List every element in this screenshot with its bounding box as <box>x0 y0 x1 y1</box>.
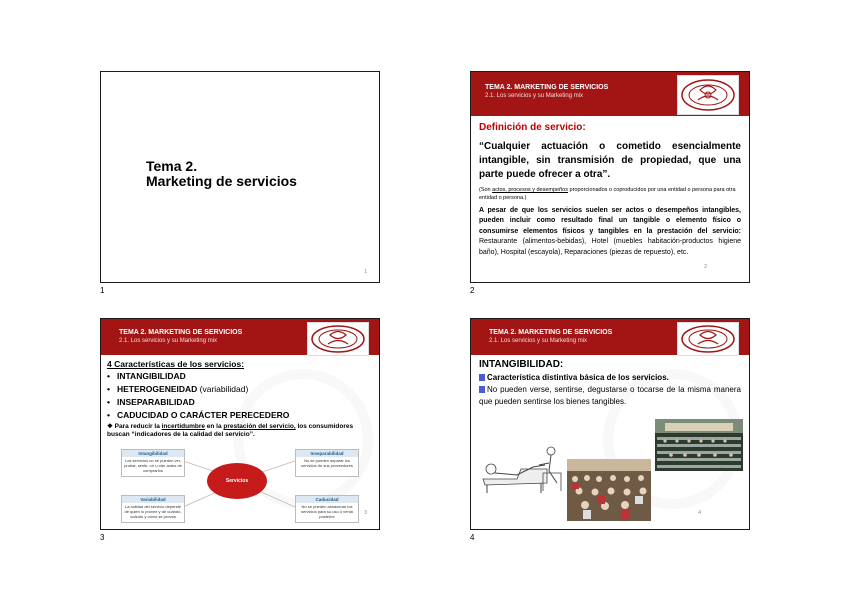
page-index-4: 4 <box>470 533 475 542</box>
header-title: TEMA 2. MARKETING DE SERVICIOS <box>485 84 609 91</box>
diagram-center-servicios: Servicios <box>207 463 267 499</box>
box-text: Los servicios no se pueden ver, probar, sentir, oír u oler antes de comprarlos <box>124 458 182 473</box>
box-title: Inseparabilidad <box>296 450 358 457</box>
slide-1-title <box>146 159 297 189</box>
item-text: INSEPARABILIDAD <box>117 397 195 407</box>
item-suffix: (variabilidad) <box>197 384 249 394</box>
intangibility-point-1 <box>479 372 741 384</box>
paragraph-rest: Restaurante (alimentos-bebidas), Hotel (muebles habitación-productos higiene baño), Hospital (escayola), Reparaciones (piezas de repuesto), etc. <box>479 238 741 256</box>
university-seal-logo <box>677 75 739 115</box>
note-underlined: actos, procesos y desempeños <box>492 187 568 193</box>
header-title: TEMA 2. MARKETING DE SERVICIOS <box>489 329 613 336</box>
header-subtitle: 2.1. Los servicios y su Marketing mix <box>489 338 588 344</box>
slide-3-number: 3 <box>364 510 367 516</box>
definition-note <box>479 186 741 202</box>
point-text: Característica distintiva básica de los servicios. <box>487 373 669 382</box>
sub-underline-1: incertidumbre <box>161 423 205 430</box>
tangible-paragraph <box>479 206 741 258</box>
point-text: No pueden verse, sentirse, degustarse o tocarse de la misma manera que pueden sentirse los bienes tangibles. <box>479 385 741 406</box>
university-seal-logo <box>307 322 369 356</box>
psychologist-couch-illustration <box>477 439 565 497</box>
slide-4 <box>470 318 750 530</box>
definition-heading: Definición de servicio: <box>479 122 586 133</box>
item-text: HETEROGENEIDAD <box>117 384 198 394</box>
slide-4-body <box>479 359 741 408</box>
box-title: Variabilidad <box>122 496 184 503</box>
classroom-photo <box>567 459 651 521</box>
slide-2-body <box>479 122 741 258</box>
diagram-box-caducidad <box>295 495 359 523</box>
slide-1-title-line2: Marketing de servicios <box>146 173 297 189</box>
slide-1 <box>100 71 380 283</box>
box-text: No se pueden almacenar los servicios para su uso o venta posterior <box>301 504 353 519</box>
definition-quote: “Cualquier actuación o cometido esencialmente intangible, sin transmisión de propiedad, que una parte puede ofrecer a otra”. <box>479 141 741 180</box>
list-item: • CADUCIDAD O CARÁCTER PERECEDERO <box>107 410 290 420</box>
box-text: No se pueden separar los servicios de sus proveedores <box>301 458 353 468</box>
box-text: La calidad del servicio depende de quién lo provee y de cuándo, cuándo y cómo se provea <box>124 504 182 519</box>
list-item: • INSEPARABILIDAD <box>107 397 195 407</box>
auditorium-photo <box>655 419 743 471</box>
diagram-box-variabilidad <box>121 495 185 523</box>
header-subtitle: 2.1. Los servicios y su Marketing mix <box>119 338 218 344</box>
square-bullet-icon <box>479 386 485 393</box>
slide-header <box>101 319 379 355</box>
slide-2 <box>470 71 750 283</box>
page-index-1: 1 <box>100 286 105 295</box>
slide-header <box>471 319 749 355</box>
slide-header <box>471 72 749 116</box>
sub-prefix: Para reducir la <box>114 423 162 430</box>
slide-3-body <box>107 359 371 439</box>
list-item: • INTANGIBILIDAD <box>107 371 186 381</box>
characteristics-heading: 4 Características de los servicios: <box>107 359 245 369</box>
header-title: TEMA 2. MARKETING DE SERVICIOS <box>119 329 243 336</box>
header-subtitle: 2.1. Los servicios y su Marketing mix <box>485 93 584 99</box>
sub-mid: en la <box>204 423 224 430</box>
uncertainty-note <box>107 423 371 439</box>
diagram-box-intangibilidad <box>121 449 185 477</box>
square-bullet-icon <box>479 374 485 381</box>
sub-suffix: los consumidores buscan “indicadores de la calidad del servicio”. <box>107 423 354 438</box>
item-text: INTANGIBILIDAD <box>117 371 186 381</box>
box-title: Intangibilidad <box>122 450 184 457</box>
paragraph-bold: A pesar de que los servicios suelen ser actos o desempeños intangibles, pueden incluir como resultado final un tangible o elemento físico o consumirse elementos físicos y tangibles en la prestación del servicio: <box>479 207 741 235</box>
characteristics-diagram <box>119 447 359 525</box>
sub-underline-2: prestación del servicio, <box>223 423 296 430</box>
list-item: • HETEROGENEIDAD (variabilidad) <box>107 384 249 394</box>
diagram-box-inseparabilidad <box>295 449 359 477</box>
slide-4-number: 4 <box>698 510 701 516</box>
page-index-3: 3 <box>100 533 105 542</box>
slide-1-title-line1: Tema 2. <box>146 158 198 174</box>
university-seal-logo <box>677 322 739 356</box>
slide-1-number: 1 <box>364 269 367 275</box>
item-text: CADUCIDAD O CARÁCTER PERECEDERO <box>117 410 290 420</box>
diamond-bullet-icon: ❖ <box>107 423 113 430</box>
slide-2-number: 2 <box>704 264 707 270</box>
slide-3 <box>100 318 380 530</box>
intangibility-point-2 <box>479 384 741 408</box>
note-suffix: proporcionados o coproducidos por una entidad o persona para otra entidad o persona.) <box>479 187 736 201</box>
box-title: Caducidad <box>296 496 358 503</box>
characteristics-list <box>107 370 371 422</box>
page-index-2: 2 <box>470 286 475 295</box>
intangibility-heading: INTANGIBILIDAD: <box>479 359 564 370</box>
note-prefix: (Son <box>479 187 493 193</box>
